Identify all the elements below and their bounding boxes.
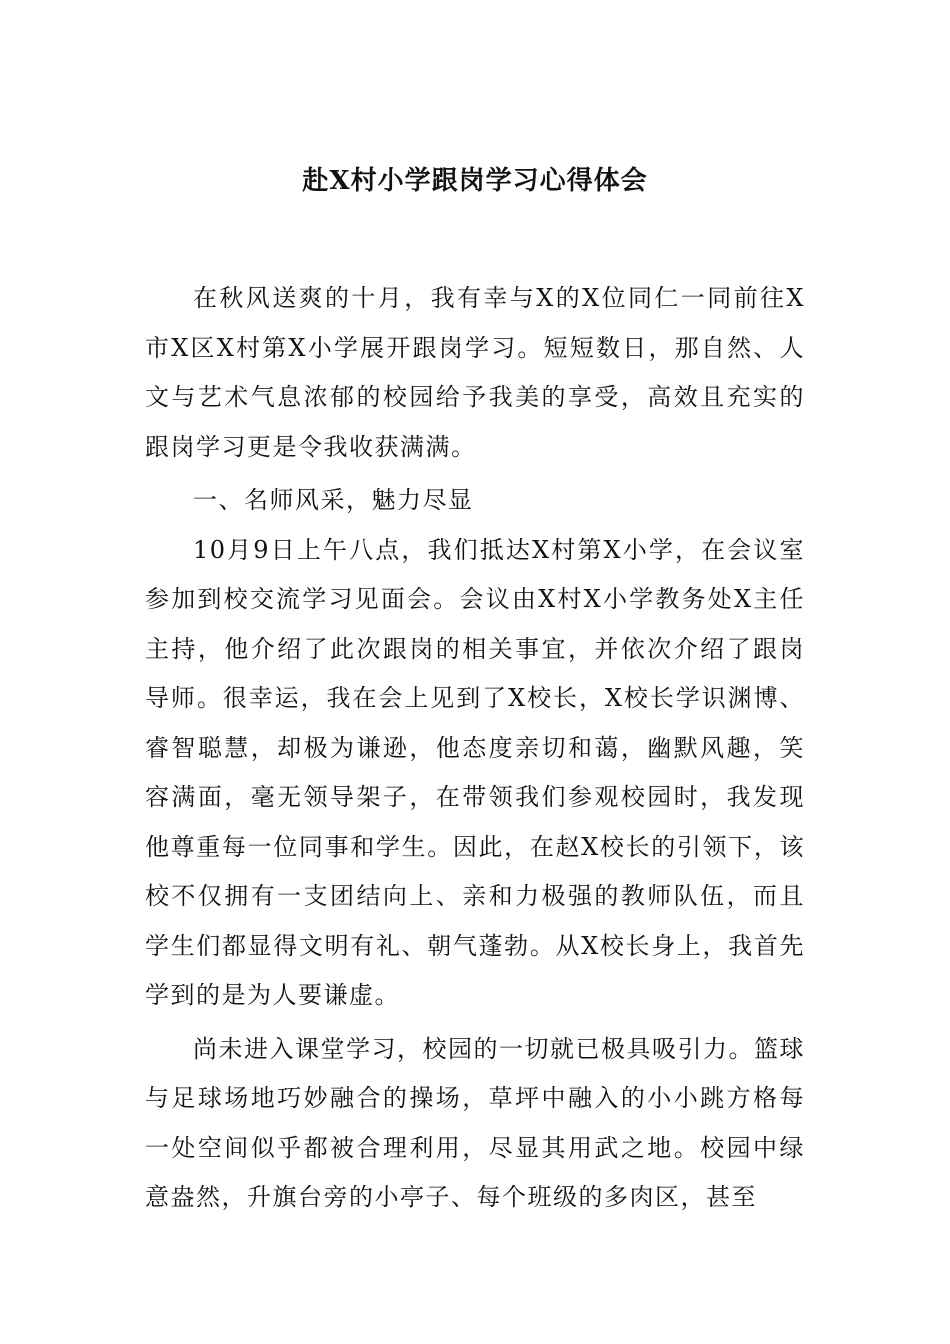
document-body	[145, 274, 805, 1227]
document-title: 赴X村小学跟岗学习心得体会	[302, 166, 648, 196]
section-heading: 一、名师风采，魅力尽显	[193, 486, 474, 514]
paragraph-intro: 在秋风送爽的十月，我有幸与X的X位同仁一同前往X市X区X村第X小学展开跟岗学习。短短数日，那自然、人文与艺术气息浓郁的校园给予我美的享受，高效且充实的跟岗学习更是令我收获满满。	[145, 284, 805, 461]
paragraph-campus: 尚未进入课堂学习，校园的一切就已极具吸引力。篮球与足球场地巧妙融合的操场，草坪中融入的小小跳方格每一处空间似乎都被合理利用，尽显其用武之地。校园中绿意盎然，升旗台旁的小亭子、每个班级的多肉区，甚至	[145, 1034, 805, 1211]
paragraph-meeting: 10月9日上午八点，我们抵达X村第X小学，在会议室参加到校交流学习见面会。会议由X村X小学教务处X主任主持，他介绍了此次跟岗的相关事宜，并依次介绍了跟岗导师。很幸运，我在会上见到了X校长，X校长学识渊博、睿智聪慧，却极为谦逊，他态度亲切和蔼，幽默风趣，笑容满面，毫无领导架子，在带领我们参观校园时，我发现他尊重每一位同事和学生。因此，在赵X校长的引领下，该校不仅拥有一支团结向上、亲和力极强的教师队伍，而且学生们都显得文明有礼、朝气蓬勃。从X校长身上，我首先学到的是为人要谦虚。	[145, 535, 805, 1009]
